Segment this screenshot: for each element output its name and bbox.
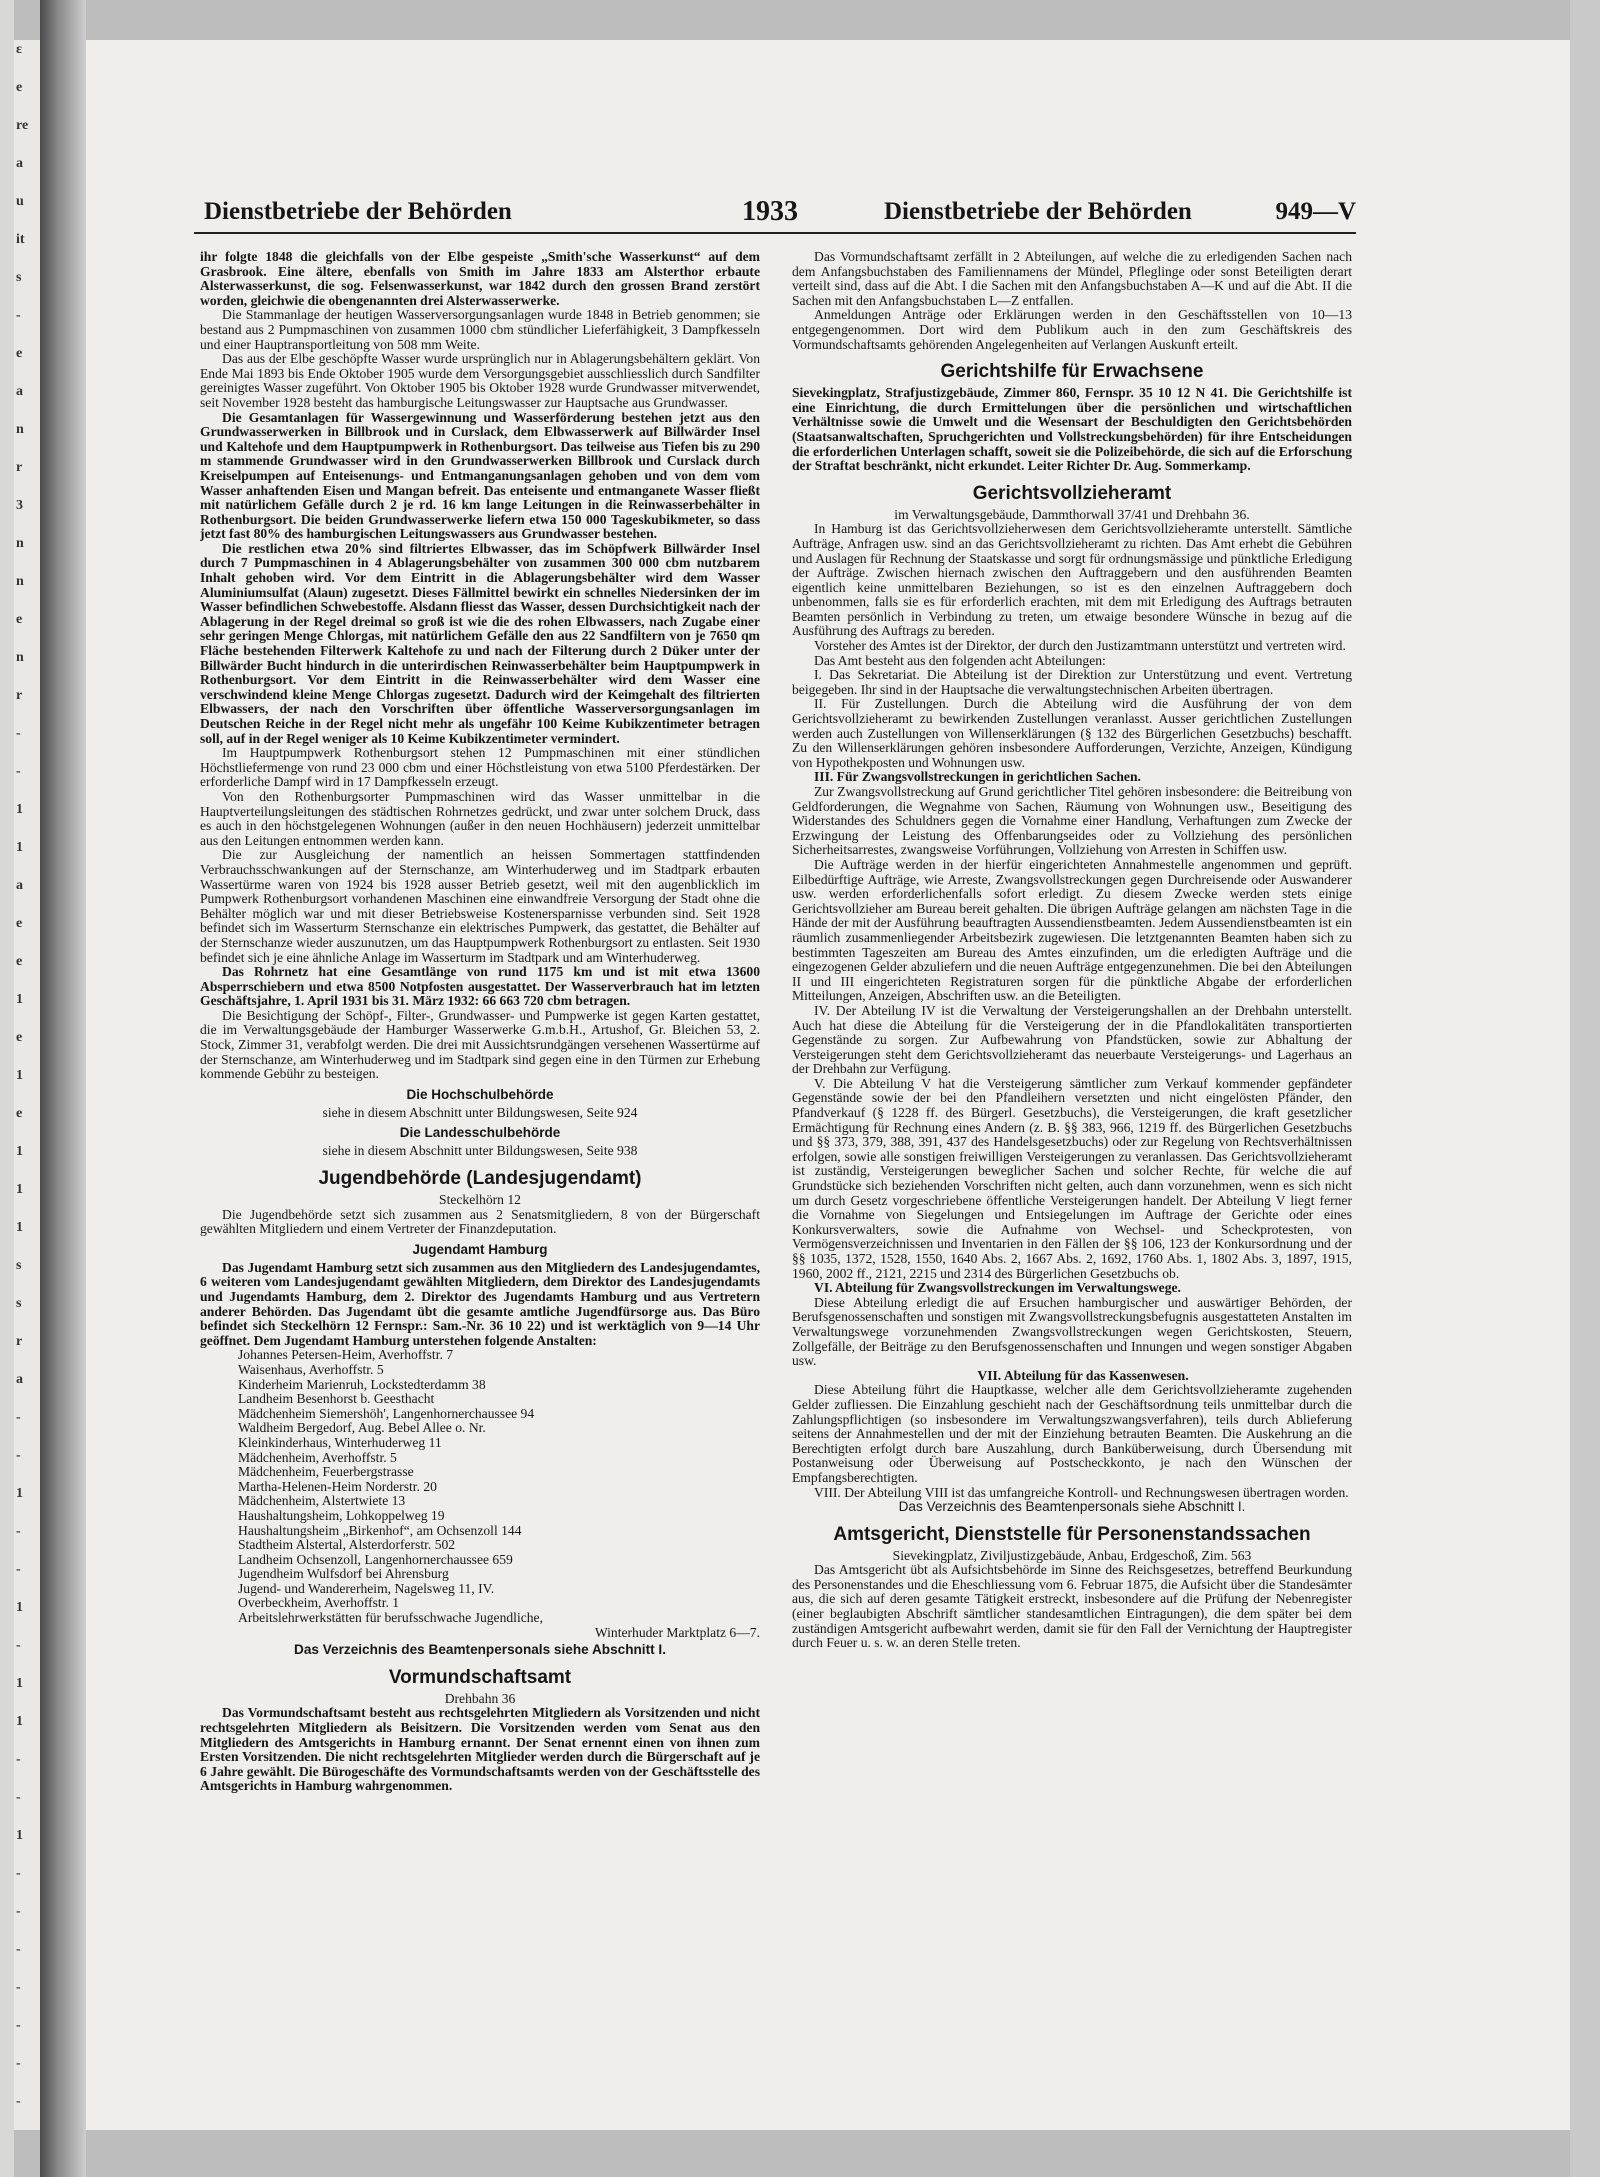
edge-fragment: u <box>16 194 24 209</box>
edge-fragment: - <box>16 1904 21 1919</box>
edge-fragment: e <box>16 1106 23 1121</box>
paragraph: Sievekingplatz, Strafjustizgebäude, Zimmer 860, Fernspr. 35 10 12 N 41. Die Gerichtshilfe ist eine Einrichtung, die durch Ermittelungen über die persönlichen und wirtschaftlichen Verhältnisse sowie die Umwelt und die Wesensart der Beschuldigten den Gerichtsbehörden (Staatsanwaltschaften, Spruchgerichten und Vollstreckungsbehörden) für ihre Entscheidungen die erforderlichen Unterlagen schafft, soweit sie die Polizeibehörde, die sich auf die Erforschung der Straftat beschränkt, nicht erkundet. Leiter Richter Dr. Aug. Sommerkamp. <box>792 385 1352 474</box>
abteilung-3-title: III. Für Zwangsvollstreckungen in gerichtlichen Sachen. <box>814 769 1141 785</box>
edge-fragment: 1 <box>16 840 23 855</box>
scan-edge <box>0 0 14 2177</box>
paragraph: Diese Abteilung erledigt die auf Ersuchen hamburgischer und auswärtiger Behörden, der Berufsgenossenschaften und sonstigen mit Zwangsvollstreckungsbefugnis ausgestatteten Anstalten im Verwaltungswege vorzunehmenden Zwangsvollstreckungen wegen Gerichtskosten, Steuern, Zollgefälle, der Beiträge zu den Berufsgenossenschaften und Innungen und wegen sonstiger Abgaben usw. <box>792 1294 1352 1369</box>
edge-fragment: - <box>16 1752 21 1767</box>
list-item: Waisenhaus, Averhoffstr. 5 <box>238 1361 384 1377</box>
section-address: Sievekingplatz, Ziviljustizgebäude, Anbau, Erdgeschoß, Zim. 563 <box>892 1547 1252 1563</box>
paragraph: Das Amt besteht aus den folgenden acht Abteilungen: <box>814 652 1106 668</box>
list-item: Mädchenheim, Averhoffstr. 5 <box>238 1449 397 1465</box>
left-column <box>200 250 760 1940</box>
paragraph: Die restlichen etwa 20% sind filtriertes Elbwasser, das im Schöpfwerk Billwärder Insel durch 7 Pumpmaschinen in 4 Ablagerungsbehälter von zusammen 300 000 cbm nutzbarem Inhalt gehoben wird. Vor dem Eintritt in die Ablagerungsbehälter wird dem Wasser Aluminiumsulfat (Alaun) zugesetzt. Dieses Fällmittel bewirkt ein schnelles Niedersinken der im Wasser befindlichen Schwebestoffe. Alsdann fliesst das Wasser, dessen Durchsichtigkeit nach der Ablagerung in der Regel dreimal so groß ist wie die des rohen Elbwassers, nach Zugabe einer sehr geringen Menge Chlorgas, mit natürlichem Gefälle den aus 22 Sandfiltern von je 7650 qm Fläche bestehenden Filterwerk Kaltehofe zu und nach der Filterung durch 2 Düker unter der Billwärder Bucht hindurch in die unterirdischen Reinwasserbehälter beim Hauptpumpwerk in Rothenburgsort. Vor dem Eintritt in die Reinwasserbehälter wird dem Wasser eine verschwindend kleine Menge Chlorgas zugesetzt. Dadurch wird der Keimgehalt des filtrierten Elbwassers, der nach den Vorschriften über öffentliche Wasserversorgungsanlagen im Deutschen Reiche in der Regel nicht mehr als ungefähr 100 Keime Kubikzentimeter betragen soll, auf in der Regel weniger als 10 Keime Kubikzentimeter vermindert. <box>200 540 760 746</box>
paragraph: Von den Rothenburgsorter Pumpmaschinen wird das Wasser unmittelbar in die Hauptverteilungsleitungen des städtischen Rohrnetzes gedrückt, und zwar unter solchem Druck, dass es auch in den höchstgelegenen Wohnungen (außer in den neuen Hochhäusern) jederzeit unmittelbar aus den Leitungen entnommen werden kann. <box>200 788 760 848</box>
edge-fragment: s <box>16 1258 22 1273</box>
edge-fragment: 1 <box>16 1600 23 1615</box>
paragraph: Das Vormundschaftsamt zerfällt in 2 Abteilungen, auf welche die zu erledigenden Sachen nach dem Anfangsbuchstaben des Familiennamens der Mündel, Pfleglinge oder sonst Beteiligten derart verteilt sind, dass auf die Abt. I die Sachen mit den Anfangsbuchstaben A—K und auf die Abt. II die Sachen mit den Anfangsbuchstaben L—Z entfallen. <box>792 250 1352 308</box>
paragraph: Die Besichtigung der Schöpf-, Filter-, Grundwasser- und Pumpwerke ist gegen Karten gestattet, die im Verwaltungsgebäude der Hamburger Wasserwerke G.m.b.H., Artushof, Gr. Bleichen 53, 2. Stock, Zimmer 31, verabfolgt werden. Die drei mit Aussichtsrundgängen versehenen Wassertürme auf der Sternschanze, am Winterhuderweg und im Stadtpark sind gegen eine in den Türmen zur Erhebung kommende Gebühr zu besteigen. <box>200 1007 760 1082</box>
edge-fragment: 3 <box>16 498 23 513</box>
list-item: Mädchenheim, Feuerbergstrasse <box>238 1464 414 1480</box>
abteilung-1: I. Das Sekretariat. Die Abteilung ist der Direktion zur Unterstützung und event. Vertretung beigegeben. Ihr sind in der Hauptsache die verwaltungstechnischen Arbeiten übertragen. <box>792 667 1352 697</box>
edge-fragment: - <box>16 1410 21 1425</box>
edge-fragment: 1 <box>16 1486 23 1501</box>
section-reference: siehe in diesem Abschnitt unter Bildungswesen, Seite 938 <box>322 1143 638 1159</box>
edge-fragment: r <box>16 688 23 703</box>
section-title-jugendbehoerde: Jugendbehörde (Landesjugendamt) <box>318 1168 642 1190</box>
list-item: Landheim Ochsenzoll, Langenhornerchaussee 659 <box>238 1551 513 1567</box>
edge-fragment: - <box>16 726 21 741</box>
section-title-gerichtshilfe: Gerichtshilfe für Erwachsene <box>940 361 1204 383</box>
section-address: im Verwaltungsgebäude, Dammthorwall 37/41 und Drehbahn 36. <box>894 506 1250 522</box>
section-title-landesschul: Die Landesschulbehörde <box>399 1125 561 1141</box>
right-column <box>792 250 1352 1940</box>
personnel-reference: Das Verzeichnis des Beamtenpersonals siehe Abschnitt I. <box>294 1642 666 1658</box>
edge-fragment: 1 <box>16 1676 23 1691</box>
edge-fragment: r <box>16 460 23 475</box>
header-year: 1933 <box>742 196 798 227</box>
paragraph: Das Jugendamt Hamburg setzt sich zusammen aus den Mitgliedern des Landesjugendamtes, 6 weiteren vom Landesjugendamt gewählten Mitgliedern, dem Direktor des Landesjugendamts und Jugendamts Hamburg, dem 2. Direktor des Jugendamts Hamburg und aus Vertretern anderer Behörden. Das Jugendamt übt die gesamte amtliche Jugendfürsorge aus. Das Büro befindet sich Steckelhörn 12 Fernspr.: Sam.-Nr. 36 10 22) und ist werktäglich von 9—14 Uhr geöffnet. Dem Jugendamt Hamburg unterstehen folgende Anstalten: <box>200 1259 760 1348</box>
edge-fragment: re <box>16 118 29 133</box>
paragraph: Im Hauptpumpwerk Rothenburgsort stehen 12 Pumpmaschinen mit einer stündlichen Höchstliefermenge von rund 23 000 cbm und einer Höchstleistung von etwa 5100 Pferdestärken. Der erforderliche Dampf wird in 17 Dampfkesseln erzeugt. <box>200 745 760 790</box>
edge-fragment: a <box>16 156 23 171</box>
edge-fragment: 1 <box>16 1828 23 1843</box>
paragraph: Das aus der Elbe geschöpfte Wasser wurde ursprünglich nur in Ablagerungsbehältern geklärt. Von Ende Mai 1893 bis Ende Oktober 1905 wurde dem Versorgungsgebiet ausschliesslich durch Sandfilter gereinigtes Wasser zugeführt. Von Oktober 1905 bis Oktober 1928 wurde Grundwasser mitverwendet, seit November 1928 besteht das hamburgische Leitungswasser zur Hauptsache aus Grundwasser. <box>200 351 760 410</box>
list-item: Mädchenheim Siemershöh', Langenhornerchaussee 94 <box>238 1405 535 1421</box>
edge-fragment: ε <box>16 42 22 57</box>
edge-fragment: - <box>16 308 21 323</box>
edge-fragment: s <box>16 270 22 285</box>
abteilung-8: VIII. Der Abteilung VIII ist das umfangreiche Kontroll- und Rechnungswesen übertragen worden. <box>814 1484 1349 1500</box>
list-item: Johannes Petersen-Heim, Averhoffstr. 7 <box>238 1347 454 1363</box>
edge-fragment: - <box>16 1524 21 1539</box>
header-left: Dienstbetriebe der Behörden <box>204 198 512 225</box>
paragraph: In Hamburg ist das Gerichtsvollzieherwesen dem Gerichtsvollzieheramte unterstellt. Sämtliche Aufträge, Anfragen usw. sind an das Gerichtsvollzieheramt zu richten. Das Amt erhebt die Gebühren und Auslagen für Rechnung der Staatskasse und sorgt für ordnungsmässige und pünktliche Erledigung der Aufträge. Zwischen hiernach zwischen den Auftraggebern und den ausführenden Beamten eigentlich keine unmittelbaren Beziehungen, so ist es den einzelnen Auftraggebern doch unbenommen, falls sie es für erforderlich erachten, mit dem mit Erledigung des Auftrags betrauten Beamten persönlich in Verbindung zu treten, um etwaige besondere Wünsche in bezug auf die Ausführung des Auftrags zu bereden. <box>792 521 1352 639</box>
paragraph: ihr folgte 1848 die gleichfalls von der Elbe gespeiste „Smith'sche Wasserkunst“ auf dem Grasbrook. Eine ältere, ebenfalls von Smith im Jahre 1833 am Alsterthor erbaute Alsterwasserkunst, die sog. Felsenwasserkunst, war 1842 durch den grossen Brand zerstört worden, gleichwie die obengenannten drei Alsterwasserwerke. <box>200 250 760 308</box>
edge-fragment: 1 <box>16 802 23 817</box>
adjacent-page-fragment <box>14 40 42 2130</box>
edge-fragment: - <box>16 1562 21 1577</box>
edge-fragment: n <box>16 422 24 437</box>
edge-fragment: - <box>16 2094 21 2109</box>
edge-fragment: a <box>16 1372 23 1387</box>
edge-fragment: e <box>16 612 23 627</box>
edge-fragment: - <box>16 1638 21 1653</box>
edge-fragment: - <box>16 1866 21 1881</box>
paragraph: Das Amtsgericht übt als Aufsichtsbehörde im Sinne des Reichsgesetzes, betreffend Beurkundung des Personenstandes und die Eheschliessung vom 6. Februar 1875, die Aufsicht über die Standesämter aus, die sich auf deren gesamte Tätigkeit erstreckt, insbesondere auf die Prüfung der Nebenregister (einer beglaubigten Abschrift sämtlicher standesamtlichen Eintragungen), die dem später bei dem zuständigen Amtsgericht aufbewahrt werden, damit sie für den Fall der Vernichtung der Hauptregister durch Feuer u. s. w. an deren Stelle treten. <box>792 1562 1352 1651</box>
book-gutter <box>40 0 86 2177</box>
edge-fragment: - <box>16 764 21 779</box>
paragraph: Das Rohrnetz hat eine Gesamtlänge von rund 1175 km und ist mit etwa 13600 Absperrschiebern und etwa 8500 Notpfosten ausgestattet. Der Wasserverbrauch hat im letzten Geschäftsjahre, 1. April 1931 bis 31. März 1932: 66 663 720 cbm betragen. <box>200 964 760 1009</box>
list-item: Jugendheim Wulfsdorf bei Ahrensburg <box>238 1566 449 1582</box>
paragraph: Die Stammanlage der heutigen Wasserversorgungsanlagen wurde 1848 in Betrieb genommen; sie bestand aus 2 Pumpmaschinen von zusammen 1000 cbm stündlicher Lieferfähigkeit, 3 Dampfkesseln und einer Hauptransportleitung von 508 mm Weite. <box>200 307 760 352</box>
page-number: 949—V <box>1275 198 1356 225</box>
section-title-hochschul: Die Hochschulbehörde <box>406 1086 554 1102</box>
edge-fragment: e <box>16 954 23 969</box>
list-item: Haushaltungsheim „Birkenhof“, am Ochsenzoll 144 <box>238 1522 522 1538</box>
list-item: Kleinkinderhaus, Winterhuderweg 11 <box>238 1434 442 1450</box>
paragraph: Die Gesamtanlagen für Wassergewinnung und Wasserförderung bestehen jetzt aus den Grundwasserwerken in Billbrook und in Curslack, dem Elbwasserwerk auf Billwärder Insel und Kaltehofe und dem Hauptpumpwerk in Rothenburgsort. Das teilweise aus Tiefen bis zu 290 m stammende Grundwasser wird in den Grundwasserwerken Billbrook und Curslack durch Kreiselpumpen auf Enteisenungs- und Entmanganungsanlagen gehoben und von dem vom Wasser anhaftenden Eisen und Mangan befreit. Das enteisente und entmanganete Wasser fließt mit natürlichem Gefälle durch 2 je rd. 16 km lange Leitungen in die Reinwasserbehälter in Rothenburgsort. Die beiden Grundwasserwerke liefern etwa 150 000 Tageskubikmeter, so dass jetzt fast 80% des hamburgischen Leitungswassers aus Grundwasser bestehen. <box>200 409 760 542</box>
list-item: Martha-Helenen-Heim Norderstr. 20 <box>238 1478 437 1494</box>
list-item: Overbeckheim, Averhoffstr. 1 <box>238 1595 400 1611</box>
list-item: Landheim Besenhorst b. Geesthacht <box>238 1391 435 1407</box>
scan-margin <box>1570 0 1600 2177</box>
paragraph: Diese Abteilung führt die Hauptkasse, welcher alle dem Gerichtsvollzieheramte zugehenden Gelder zufliessen. Die Einzahlung geschieht nach der Geschäftsordnung teils unmittelbar durch die Zahlungspflichtigen (so insbesondere im Verwaltungszwangsverfahren), teils durch Ablieferung seitens der Annahmestellen und der mit der Einziehung betrauten Beamten. Die Auskehrung an die Berechtigten erfolgt durch bare Auszahlung, durch Banküberweisung, durch Übersendung mit Postanweisung oder Überweisung auf Postscheckkonto, je nach den Wünschen der Empfangsberechtigten. <box>792 1382 1352 1485</box>
edge-fragment: e <box>16 346 23 361</box>
anstalten-list <box>238 1348 760 1640</box>
abteilung-4: IV. Der Abteilung IV ist die Verwaltung der Versteigerungshallen an der Drehbahn unterstellt. Auch hat diese die Abteilung für die Versteigerung der in die Pfandlokalitäten transportierten Gegenstände zu sorgen. Zur Aufbewahrung von Pfandstücken, sowie zur Abhaltung der Versteigerungen steht dem Gerichtsvollzieheramt das neuerbaute Versteigerungs- und Lagerhaus an der Drehbahn zur Verfügung. <box>792 1002 1352 1077</box>
edge-fragment: n <box>16 650 24 665</box>
edge-fragment: e <box>16 1030 23 1045</box>
edge-fragment: 1 <box>16 1068 23 1083</box>
edge-fragment: s <box>16 1296 22 1311</box>
edge-fragment: 1 <box>16 1182 23 1197</box>
edge-fragment: 1 <box>16 1714 23 1729</box>
paragraph: Die Jugendbehörde setzt sich zusammen aus 2 Senatsmitgliedern, 8 von der Bürgerschaft gewählten Mitgliedern und einem Vertreter der Finanzdeputation. <box>200 1206 760 1237</box>
edge-fragment: a <box>16 384 23 399</box>
edge-fragment: a <box>16 878 23 893</box>
edge-fragment: - <box>16 1790 21 1805</box>
list-item: Haushaltungsheim, Lohkoppelweg 19 <box>238 1507 445 1523</box>
section-address: Drehbahn 36 <box>444 1690 516 1706</box>
abteilung-5: V. Die Abteilung V hat die Versteigerung sämtlicher zum Verkauf kommender gepfändeter Gegenstände sowie der bei den Pfandleihern versetzten und nicht eingelösten Pfänder, den Pfandverkauf (§ 1228 ff. des Bürgerl. Gesetzbuchs), die Versteigerungen, die kraft gesetzlicher Ermächtigung für Rechnung eines Andern (z. B. §§ 383, 966, 1219 ff. des Bürgerlichen Gesetzbuchs und §§ 373, 379, 388, 391, 437 des Handelsgesetzbuchs) oder zur Regelung von Rechtsverhältnissen erfolgen, sowie alle sonstigen freiwilligen Versteigerungen zu veranlassen. Das Gerichtsvollzieheramt ist zuständig, Versteigerungen beweglicher Sachen und solcher Rechte, für welche die auf Grundstücke sich beziehenden Vorschriften nicht gelten, auch dann vorzunehmen, wenn es sich nicht um durch Gesetz vorgeschriebene öffentliche Versteigerungen handelt. Der Abteilung V liegt ferner die Vornahme von Siegelungen und Entsiegelungen im Auftrage der Gerichte oder eines Konkursverwalters, sowie die Aufnahme von Wechsel- und Scheckprotesten, von Vermögensverzeichnissen und Inventarien in den Fällen der §§ 106, 123 der Konkursordnung und der §§ 1035, 1372, 1528, 1550, 1640 Abs. 2, 1667 Abs. 2, 1692, 1760 Abs. 1, 1802 Abs. 3, 1897, 1915, 1960, 2002 ff., 2121, 2215 und 2314 des Bürgerlichen Gesetzbuchs ob. <box>792 1075 1352 1281</box>
personnel-reference: Das Verzeichnis des Beamtenpersonals siehe Abschnitt I. <box>898 1499 1246 1515</box>
edge-fragment: 1 <box>16 1220 23 1235</box>
section-title-vormundschaftsamt: Vormundschaftsamt <box>388 1666 572 1688</box>
abteilung-7-title: VII. Abteilung für das Kassenwesen. <box>977 1367 1189 1383</box>
edge-fragment: - <box>16 2018 21 2033</box>
edge-fragment: n <box>16 574 24 589</box>
paragraph: Anmeldungen Anträge oder Erklärungen werden in den Geschäftsstellen von 10—13 entgegengenommen. Dort wird dem Publikum auch in den zum Geschäftskreis des Vormundschaftsamts gehörenden Angelegenheiten auf Verlangen Auskunft erteilt. <box>792 307 1352 352</box>
edge-fragment: - <box>16 2056 21 2071</box>
list-item: Waldheim Bergedorf, Aug. Bebel Allee o. Nr. <box>238 1420 486 1436</box>
paragraph: Das Vormundschaftsamt besteht aus rechtsgelehrten Mitgliedern als Vorsitzenden und nicht rechtsgelehrten Mitgliedern als Beisitzern. Die Vorsitzenden werden vom Senat aus den Mitgliedern des Amtsgerichts in Hamburg ernannt. Der Senat ernennt einen von ihnen zum Ersten Vorsitzenden. Die nicht rechtsgelehrten Mitglieder werden durch die Bürgerschaft auf je 6 Jahre gewählt. Die Bürogeschäfte des Vormundschaftsamts werden von der Geschäftsstelle des Amtsgerichts in Hamburg wahrgenommen. <box>200 1705 760 1794</box>
list-item: Kinderheim Marienruh, Lockstedterdamm 38 <box>238 1376 486 1392</box>
list-item: Arbeitslehrwerkstätten für berufsschwache Jugendliche, <box>238 1610 543 1626</box>
edge-fragment: r <box>16 1334 23 1349</box>
list-item: Jugend- und Wandererheim, Nagelsweg 11, IV. <box>238 1580 495 1596</box>
paragraph: Die Aufträge werden in der hierfür eingerichteten Annahmestelle angenommen und geprüft. Eilbedürftige Aufträge, wie Arreste, Zwangsvollstreckungen gegen Durchreisende oder Auswanderer usw. werden erforderlichenfalls sofort erledigt. Zu diesem Zwecke werden stets einige Gerichtsvollzieher am Bureau bereit gehalten. Die übrigen Aufträge gelangen am nächsten Tage in die Hände der mit der Ausführung beauftragten Aussendienstbeamten. Jedem Aussendienstbeamten ist ein räumlich zusammenliegender Arbeitsbezirk zugewiesen. Die letztgenannten Beamten haben sich zu bestimmten Tageszeiten am Bureau des Amtes einzufinden, um die erledigten Aufträge und die eingezogenen Gelder abzuliefern und die neuen Aufträge entgegenzunehmen. Die bei den Abteilungen II und III eingerichteten Registraturen sorgen für die pünktliche Abgabe der erforderlichen Mitteilungen, Anzeigen, Abschriften usw. an die Beteiligten. <box>792 856 1352 1004</box>
edge-fragment: - <box>16 1448 21 1463</box>
paragraph: Die zur Ausgleichung der namentlich an heissen Sommertagen stattfindenden Verbrauchsschwankungen auf der Sternschanze, am Winterhuderweg und im Stadtpark erbauten Wassertürme waren von 1924 bis 1928 ausser Betrieb gesetzt, weil mit den augenblicklich im Pumpwerk Rothenburgsort vorhandenen Maschinen eine einwandfreie Versorgung der Stadt ohne die Behälter möglich war und mit dieser Betriebsweise Kostenersparnisse verbunden sind. Seit 1928 befindet sich im Wasserturm Sternschanze ein elektrisches Pumpwerk, das gestattet, die Behälter auf der Sternschanze wieder auszunutzen, um das Hauptpumpwerk Rothenburgsort zu entlasten. Seit 1930 befindet sich je eine ähnliche Anlage im Wasserturm im Stadtpark und am Winterhuderweg. <box>200 847 760 965</box>
section-address: Steckelhörn 12 <box>439 1192 521 1208</box>
edge-fragment: e <box>16 916 23 931</box>
section-title-jugendamt: Jugendamt Hamburg <box>412 1241 548 1257</box>
edge-fragment: it <box>16 232 25 247</box>
abteilung-6-title: VI. Abteilung für Zwangsvollstreckungen im Verwaltungswege. <box>814 1280 1181 1296</box>
edge-fragment: n <box>16 536 24 551</box>
section-reference: siehe in diesem Abschnitt unter Bildungswesen, Seite 924 <box>322 1104 638 1120</box>
edge-fragment: 1 <box>16 992 23 1007</box>
edge-fragment: 1 <box>16 1144 23 1159</box>
edge-fragment: - <box>16 1942 21 1957</box>
abteilung-2: II. Für Zustellungen. Durch die Abteilung wird die Ausführung der von dem Gerichtsvollzieheramt zu bewirkenden Zustellungen veranlasst. Ausser gerichtlichen Zustellungen werden auch Zustellungen von Willenserklärungen (§ 132 des Bürgerlichen Gesetzbuchs) beschafft. Zu den Willenserklärungen gehören insbesondere Aufforderungen, Verzichte, Anzeigen, Kündigung von Hypothekposten und Wohnungen usw. <box>792 696 1352 770</box>
section-title-amtsgericht: Amtsgericht, Dienststelle für Personenstandssachen <box>833 1523 1311 1545</box>
edge-fragment: - <box>16 1980 21 1995</box>
header-right: Dienstbetriebe der Behörden <box>884 198 1192 225</box>
list-item: Stadtheim Alstertal, Alsterdorferstr. 502 <box>238 1537 456 1553</box>
paragraph: Zur Zwangsvollstreckung auf Grund gerichtlicher Titel gehören insbesondere: die Beitreibung von Geldforderungen, die Wegnahme von Sachen, Räumung von Wohnungen usw., Beseitigung des Widerstandes des Schuldners gegen die Vornahme einer Handlung, Verhaftungen zum Zwecke der Erzwingung der Leistung des Offenbarungseides oder zu Vollziehung des persönlichen Sicherheitsarrestes, zwangsweise Vorführungen, Vollziehung von Arresten in Schiffen usw. <box>792 784 1352 858</box>
edge-fragment: e <box>16 80 23 95</box>
section-title-gerichtsvollzieheramt: Gerichtsvollzieheramt <box>972 482 1172 504</box>
list-item: Winterhuder Marktplatz 6—7. <box>594 1624 760 1640</box>
running-header <box>194 198 1356 234</box>
paragraph: Vorsteher des Amtes ist der Direktor, der durch den Justizamtmann unterstützt und vertreten wird. <box>814 638 1346 654</box>
list-item: Mädchenheim, Alstertwiete 13 <box>238 1493 406 1509</box>
